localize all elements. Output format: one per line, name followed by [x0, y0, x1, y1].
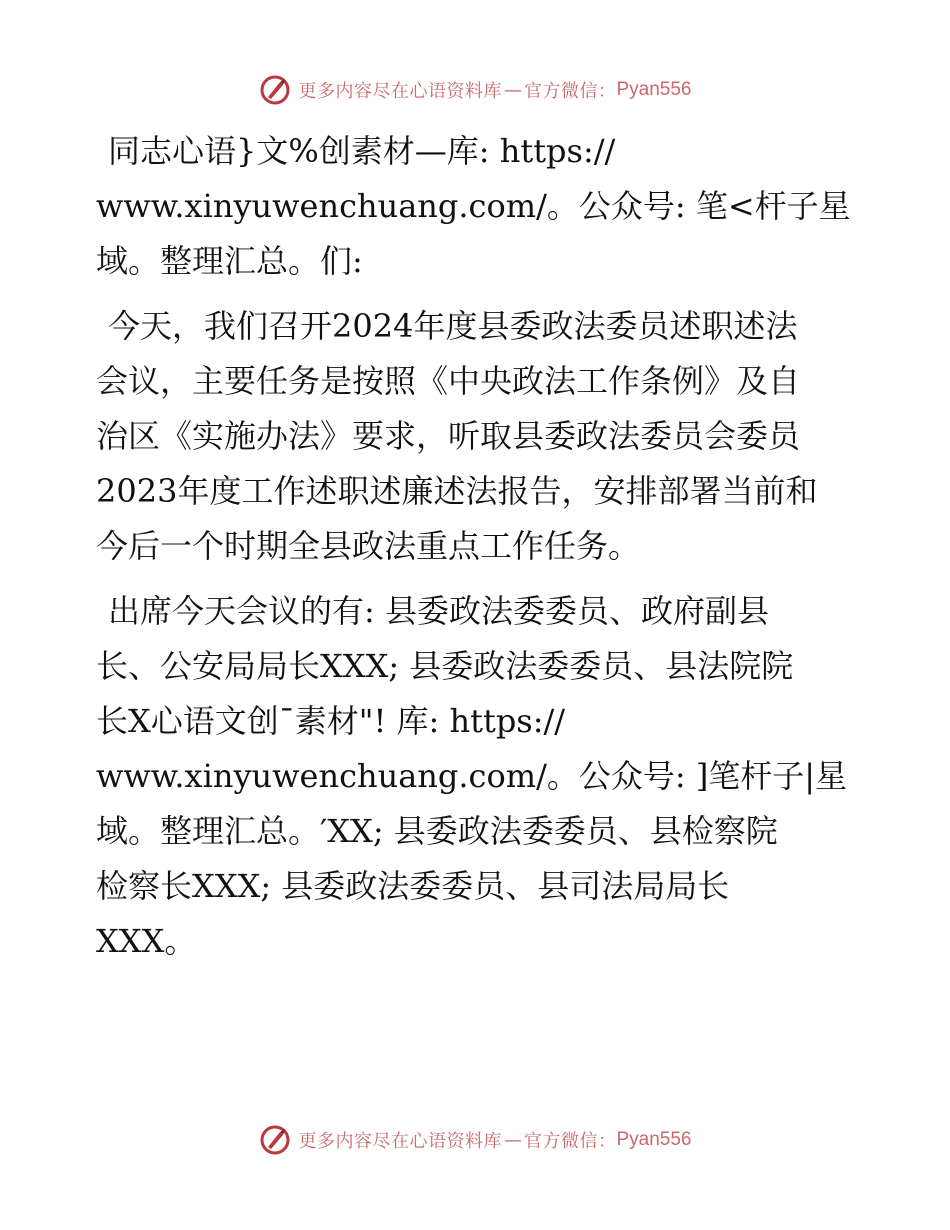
- text-line: www.xinyuwenchuang.com/。公众号: ]笔杆子|星: [96, 757, 848, 795]
- banner-separator: —: [503, 1129, 522, 1151]
- text-line: 今后一个时期全县政法重点工作任务。: [96, 527, 641, 565]
- text-line: 同志心语}文%创素材—库: https://: [108, 132, 616, 170]
- footer-banner: [0, 1120, 950, 1160]
- text-line: 长X心语文创¯素材"! 库: https://: [96, 702, 566, 740]
- text-line: 域。整理汇总。们:: [96, 242, 363, 280]
- paragraph-1: [96, 124, 866, 289]
- text-line: XXX。: [96, 922, 197, 960]
- text-line: 治区《实施办法》要求，听取县委政法委员会委员: [96, 417, 801, 455]
- text-line: 长、公安局局长XXX; 县委政法委委员、县法院院: [96, 647, 794, 685]
- banner-text: 更多内容尽在心语资料库: [298, 1131, 502, 1152]
- text-line: 检察长XXX; 县委政法委委员、县司法局局长: [96, 867, 730, 905]
- text-line: 会议，主要任务是按照《中央政法工作条例》及自: [96, 362, 801, 400]
- banner-wechat-handle: Pyan556: [616, 1129, 692, 1150]
- quill-logo-icon: [258, 1123, 292, 1157]
- text-line: 域。整理汇总。′XX; 县委政法委委员、县检察院: [96, 812, 778, 850]
- banner-wechat-handle: Pyan556: [616, 79, 692, 100]
- text-line: 出席今天会议的有: 县委政法委委员、政府副县: [108, 592, 769, 630]
- banner-wechat-label: 官方微信：: [523, 81, 617, 102]
- paragraph-3: [96, 584, 866, 969]
- banner-separator: —: [503, 79, 522, 101]
- paragraph-2: [96, 299, 866, 574]
- banner-wechat-label: 官方微信：: [523, 1131, 617, 1152]
- header-banner: [0, 70, 950, 110]
- text-line: 今天，我们召开2024年度县委政法委员述职述法: [108, 307, 798, 345]
- document-body: [96, 124, 866, 979]
- text-line: 2023年度工作述职述廉述法报告，安排部署当前和: [96, 472, 818, 510]
- banner-text: 更多内容尽在心语资料库: [298, 81, 502, 102]
- quill-logo-icon: [258, 73, 292, 107]
- text-line: www.xinyuwenchuang.com/。公众号: 笔<杆子星: [96, 187, 851, 225]
